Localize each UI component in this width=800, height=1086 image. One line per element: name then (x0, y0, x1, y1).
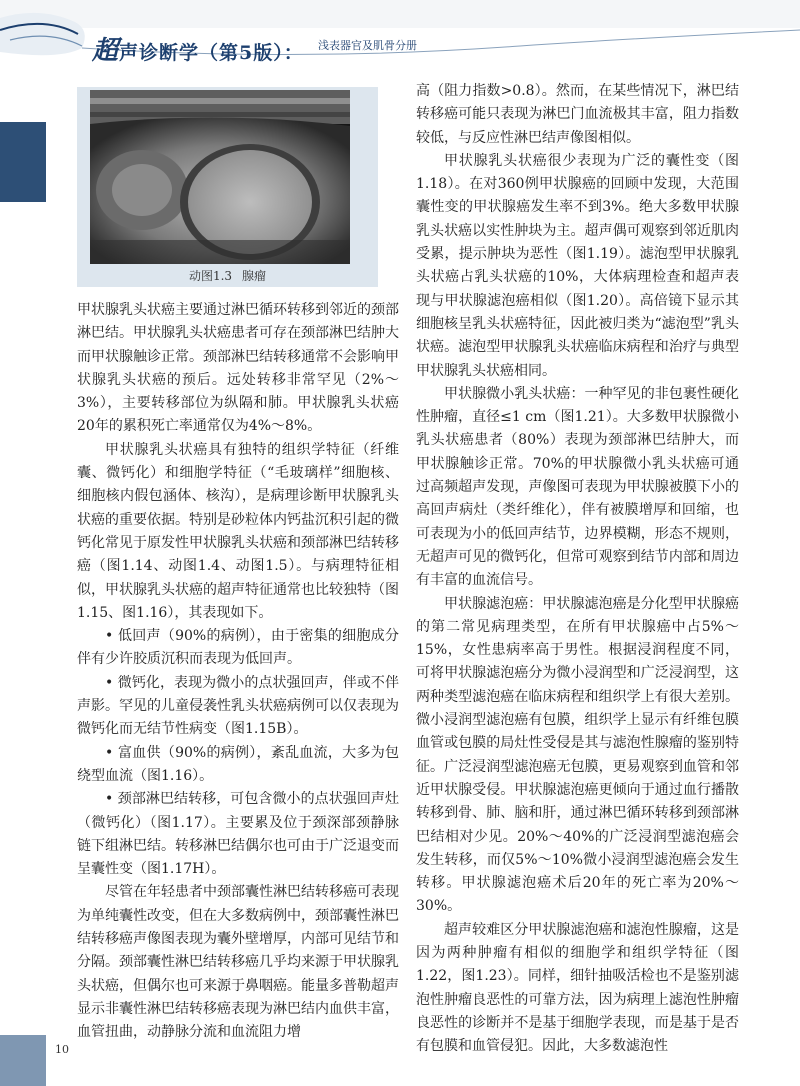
left-text-column (77, 299, 399, 1045)
right-text-column (416, 80, 739, 1058)
bullet-item: • 微钙化，表现为微小的点状强回声，伴或不伴声影。罕见的儿童侵袭性乳头状癌病例可以仅表现为微钙化而无结节性病变（图1.15B）。 (77, 674, 399, 738)
bullet-item: • 颈部淋巴结转移，可包含微小的点状强回声灶（微钙化）（图1.17）。主要累及位于颈深部颈静脉链下组淋巴结。转移淋巴结偶尔也可由于广泛退变而呈囊性变（图1.17H）。 (77, 791, 399, 878)
paragraph: 高（阻力指数>0.8）。然而，在某些情况下，淋巴结转移癌可能只表现为淋巴门血流极其丰富，阻力指数较低，与反应性淋巴结声像图相似。 (416, 83, 739, 146)
title-main: 声诊断学（第5版） (119, 42, 284, 64)
page-number: 10 (55, 1043, 69, 1056)
bullet-item: • 富血供（90%的病例），紊乱血流，大多为包绕型血流（图1.16）。 (77, 744, 399, 784)
paragraph: 尽管在年轻患者中颈部囊性淋巴结转移癌可表现为单纯囊性改变，但在大多数病例中，颈部囊性淋巴结转移癌声像图表现为囊外壁增厚，内部可见结节和分隔。颈部囊性淋巴结转移癌几乎均来源于甲状腺乳头状癌，但偶尔也可来源于鼻咽癌。能量多普勒超声显示非囊性淋巴结转移癌表现为淋巴结内血供丰富，血管扭曲，动静脉分流和血流阻力增 (77, 884, 399, 1041)
paragraph: 甲状腺滤泡癌：甲状腺滤泡癌是分化型甲状腺癌的第二常见病理类型，在所有甲状腺癌中占5%～15%，女性患病率高于男性。根据浸润程度不同，可将甲状腺滤泡癌分为微小浸润型和广泛浸润型，这两种类型滤泡癌在临床病程和组织学上有很大差别。微小浸润型滤泡癌有包膜，组织学上显示有纤维包膜血管或包膜的局灶性受侵是其与滤泡性腺瘤的鉴别特征。广泛浸润型滤泡癌无包膜，更易观察到血管和邻近甲状腺受侵。甲状腺滤泡癌更倾向于通过血行播散转移到骨、肺、脑和肝，通过淋巴循环转移到颈部淋巴结相对少见。20%～40%的广泛浸润型滤泡癌会发生转移，而仅5%～10%微小浸润型滤泡癌会发生转移。甲状腺滤泡癌术后20年的死亡率为20%～30%。 (416, 595, 739, 915)
paragraph: 甲状腺乳头状癌很少表现为广泛的囊性变（图1.18）。在对360例甲状腺癌的回顾中发现，大范围囊性变的甲状腺癌发生率不到3%。绝大多数甲状腺乳头状癌以实性肿块为主。超声偶可观察到邻近肌肉受累，提示肿块为恶性（图1.19）。滤泡型甲状腺乳头状癌占乳头状癌的10%，大体病理检查和超声表现与甲状腺滤泡癌相似（图1.20）。高倍镜下显示其细胞核呈乳头状癌特征，因此被归类为“滤泡型”乳头状癌。滤泡型甲状腺乳头状癌临床病程和治疗与典型甲状腺乳头状癌相同。 (416, 152, 739, 379)
ultrasound-image (90, 90, 350, 264)
paragraph: 超声较难区分甲状腺滤泡癌和滤泡性腺瘤，这是因为两种肿瘤有相似的细胞学和组织学特征（图1.22，图1.23）。同样，细针抽吸活检也不是鉴别滤泡性肿瘤良恶性的可靠方法，因为病理上滤泡性肿瘤良恶性的诊断并不是基于细胞学表现，而是基于是否有包膜和血管侵犯。因此，大多数滤泡性 (416, 921, 739, 1055)
paragraph: 甲状腺乳头状癌主要通过淋巴循环转移到邻近的颈部淋巴结。甲状腺乳头状癌患者可存在颈部淋巴结肿大而甲状腺触诊正常。颈部淋巴结转移通常不会影响甲状腺乳头状癌的预后。远处转移非常罕见（2%～3%），主要转移部位为纵隔和肺。甲状腺乳头状癌20年的累积死亡率通常仅为4%～8%。 (77, 302, 399, 435)
side-tab-bottom (0, 1035, 46, 1086)
paragraph: 甲状腺微小乳头状癌：一种罕见的非包裹性硬化性肿瘤，直径≤1 cm（图1.21）。大多数甲状腺微小乳头状癌患者（80%）表现为颈部淋巴结肿大，而甲状腺触诊正常。70%的甲状腺微小乳头状癌可通过高频超声发现，声像图可表现为甲状腺被膜下小的高回声病灶（类纤维化），伴有被膜增厚和回缩，也可表现为小的低回声结节，边界模糊，形态不规则，无超声可见的微钙化，但常可观察到结节内部和周边有丰富的血流信号。 (416, 385, 739, 589)
title-colon: ： (283, 42, 304, 64)
figure-caption-text: 腺瘤 (242, 269, 267, 283)
bullet-item: • 低回声（90%的病例），由于密集的细胞成分伴有少许胶质沉积而表现为低回声。 (77, 628, 399, 668)
figure-label: 动图1.3 (188, 269, 233, 283)
side-tab-top (0, 122, 46, 202)
book-title (92, 30, 304, 67)
book-subtitle: 浅表器官及肌骨分册 (318, 39, 417, 52)
title-initial: 超 (92, 36, 120, 66)
paragraph: 甲状腺乳头状癌具有独特的组织学特征（纤维囊、微钙化）和细胞学特征（“毛玻璃样”细胞核、细胞核内假包涵体、核沟），是病理诊断甲状腺乳头状癌的重要依据。特别是砂粒体内钙盐沉积引起的微钙化常见于原发性甲状腺乳头状癌和颈部淋巴结转移癌（图1.14、动图1.4、动图1.5）。与病理特征相似，甲状腺乳头状癌的超声特征通常也比较独特（图1.15、图1.16），其表现如下。 (77, 441, 399, 621)
figure-caption (77, 267, 378, 284)
